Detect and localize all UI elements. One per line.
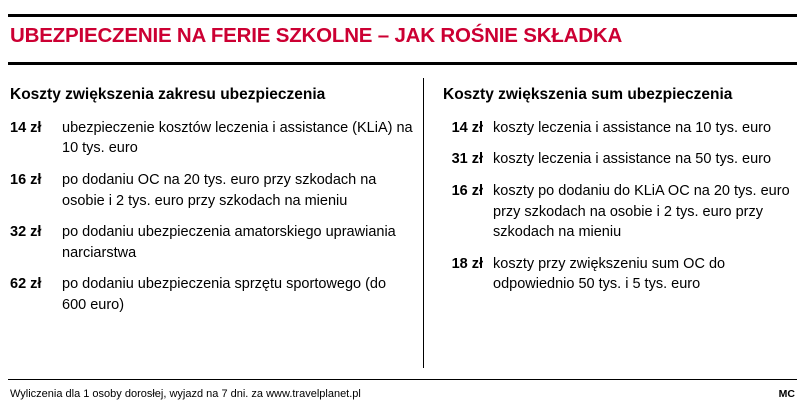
credit-initials: MC bbox=[778, 388, 795, 400]
footnote-text: Wyliczenia dla 1 osoby dorosłej, wyjazd na 7 dni. za www.travelplanet.pl bbox=[10, 388, 361, 400]
list-item bbox=[443, 254, 795, 295]
entry-amount: 18 zł bbox=[451, 255, 483, 272]
left-column bbox=[0, 72, 425, 372]
entry-amount: 14 zł bbox=[10, 119, 42, 136]
entry-amount: 16 zł bbox=[10, 171, 42, 188]
entry-text: koszty leczenia i assistance na 50 tys. euro bbox=[493, 151, 772, 168]
list-item bbox=[10, 274, 413, 315]
entry-text: koszty leczenia i assistance na 10 tys. euro bbox=[493, 119, 772, 136]
left-column-header: Koszty zwiększenia zakresu ubezpieczenia bbox=[10, 86, 326, 103]
right-column bbox=[425, 72, 805, 372]
list-item bbox=[10, 222, 413, 263]
list-item bbox=[10, 118, 413, 159]
list-item bbox=[443, 181, 795, 243]
entry-text: po dodaniu OC na 20 tys. euro przy szkodach na osobie i 2 tys. euro przy szkodach na mieniu bbox=[62, 171, 377, 209]
list-item bbox=[443, 149, 795, 170]
page-title: UBEZPIECZENIE NA FERIE SZKOLNE – JAK ROŚNIE SKŁADKA bbox=[10, 24, 623, 47]
entry-amount: 62 zł bbox=[10, 276, 42, 293]
list-item bbox=[443, 118, 795, 139]
title-bottom-divider bbox=[8, 62, 797, 65]
entry-text: koszty przy zwiększeniu sum OC do odpowiednio 50 tys. i 5 tys. euro bbox=[493, 255, 726, 293]
footer-divider bbox=[8, 379, 797, 380]
list-item bbox=[10, 170, 413, 211]
columns-wrapper bbox=[0, 72, 805, 372]
entry-text: koszty po dodaniu do KLiA OC na 20 tys. euro przy szkodach na osobie i 2 tys. euro przy szkodach na mieniu bbox=[493, 182, 790, 241]
right-column-header: Koszty zwiększenia sum ubezpieczenia bbox=[443, 86, 733, 103]
entry-text: po dodaniu ubezpieczenia amatorskiego uprawiania narciarstwa bbox=[62, 224, 396, 261]
entry-amount: 16 zł bbox=[451, 182, 483, 199]
entry-text: po dodaniu ubezpieczenia sprzętu sportowego (do 600 euro) bbox=[62, 276, 387, 313]
entry-text: ubezpieczenie kosztów leczenia i assistance (KLiA) na 10 tys. euro bbox=[62, 119, 413, 157]
title-top-divider bbox=[8, 14, 797, 17]
entry-amount: 31 zł bbox=[451, 151, 483, 168]
entry-amount: 14 zł bbox=[451, 119, 483, 136]
entry-amount: 32 zł bbox=[10, 224, 42, 241]
